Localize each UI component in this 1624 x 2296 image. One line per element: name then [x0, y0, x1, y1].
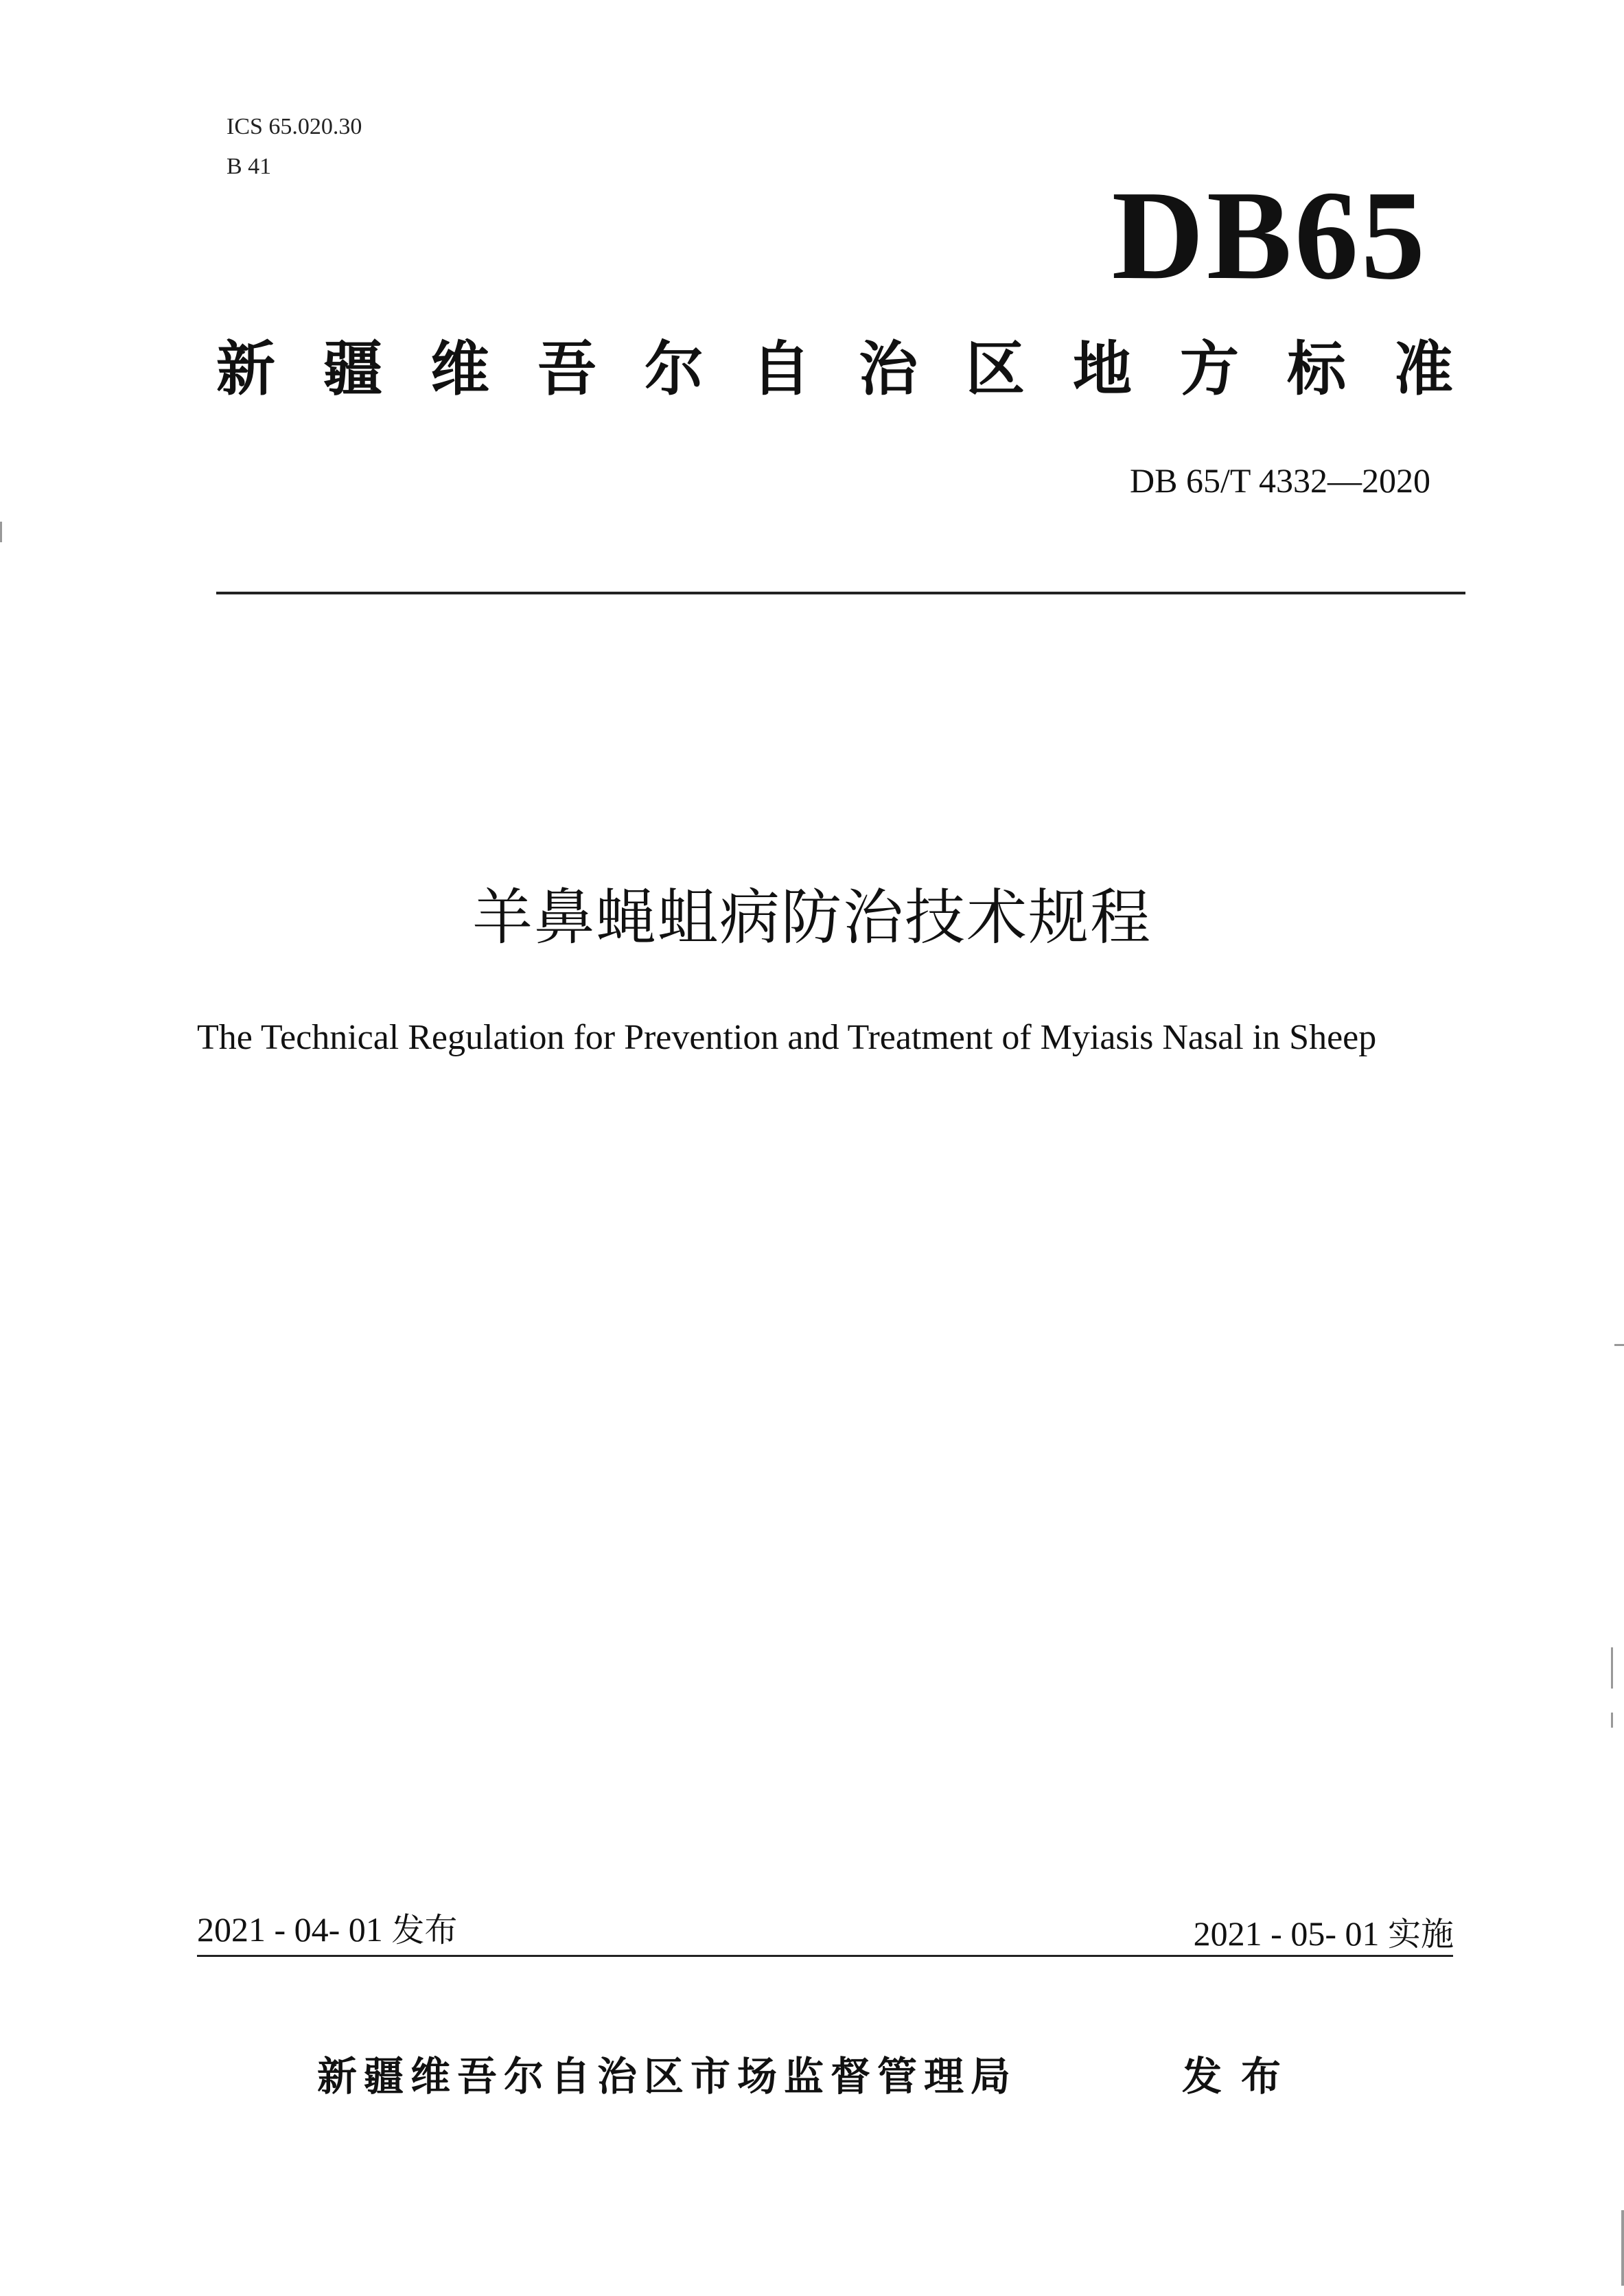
- implement-label: 实施: [1387, 1915, 1454, 1953]
- title-english: The Technical Regulation for Prevention and Treatment of Myiasis Nasal in Sheep: [197, 1018, 1377, 1057]
- scan-speck: [0, 522, 2, 542]
- classification-code: B 41: [227, 154, 272, 179]
- ics-code: ICS 65.020.30: [227, 114, 362, 139]
- header-divider: [216, 592, 1465, 594]
- scan-speck: [1621, 2210, 1624, 2286]
- scan-speck: [1611, 1713, 1613, 1728]
- standard-number: DB 65/T 4332—2020: [1130, 461, 1430, 500]
- implement-date-line: [1194, 1916, 1454, 1951]
- issue-date: 2021 - 04- 01: [197, 1910, 383, 1949]
- standard-type-heading: 新疆维吾尔自治区地方标准: [216, 335, 1501, 404]
- title-chinese: 羊鼻蝇蛆病防治技术规程: [472, 882, 1152, 953]
- implement-date: 2021 - 05- 01: [1193, 1914, 1380, 1953]
- standard-code-mark: DB65: [1111, 165, 1428, 306]
- scan-speck: [1611, 1647, 1613, 1689]
- publish-word: 发布: [1182, 2053, 1301, 2100]
- date-divider: [197, 1955, 1453, 1957]
- issue-date-line: [197, 1912, 457, 1947]
- scan-speck: [1614, 1344, 1624, 1346]
- issue-label: 发布: [391, 1911, 458, 1949]
- publisher-name: 新疆维吾尔自治区市场监督管理局: [317, 2053, 1018, 2100]
